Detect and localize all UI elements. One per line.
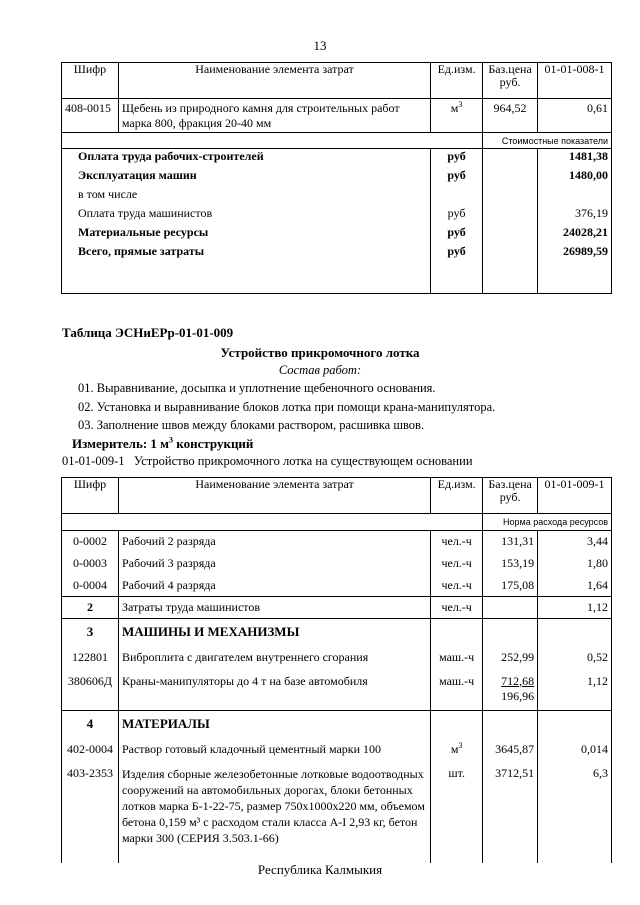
table-row [62,671,612,711]
table-row [62,225,612,244]
row-name: Щебень из природного камня для строительных работ марка 800, фракция 20-40 мм [118,99,430,133]
row-price: 964,52 [483,99,538,133]
cost-value: 1480,00 [538,168,612,187]
section-heading-row [62,619,612,645]
cost-value: 24028,21 [538,225,612,244]
row-unit: чел.-ч [431,531,483,553]
cost-name: Всего, прямые затраты [62,244,431,294]
row-price: 3712,51 [483,763,538,863]
row-unit: чел.-ч [431,597,483,619]
row-unit: $м^3$ [431,99,483,133]
section-heading: МАШИНЫ И МЕХАНИЗМЫ [118,619,430,645]
row-name: Рабочий 4 разряда [118,575,430,597]
section-heading: МАТЕРИАЛЫ [118,711,430,737]
meter-line: Измеритель: 1 $м^3$ конструкций [72,435,254,451]
row-name: Рабочий 3 разряда [118,553,430,575]
row-value: 0,61 [538,99,612,133]
resource-table [61,477,612,863]
cost-name: Эксплуатация машин [62,168,431,187]
item-line [62,454,473,469]
table-row [62,531,612,553]
cost-name: в том числе [62,187,431,206]
header-name: Наименование элемента затрат [118,478,430,514]
table-row [62,149,612,168]
cost-unit: руб [431,244,483,294]
cost-name: Оплата труда машинистов [62,206,431,225]
table-row [62,645,612,671]
row-name: Краны-манипуляторы до 4 т на базе автомобиля [118,671,430,711]
row-value: 0,52 [538,645,612,671]
row-value: 3,44 [538,531,612,553]
composition-label: Состав работ: [278,363,362,377]
row-value: 6,3 [538,763,612,863]
table-row [62,737,612,763]
row-code: 408-0015 [62,99,119,133]
norm-label: Норма расхода ресурсов [483,514,612,531]
table-row [62,206,612,225]
row-price: 153,19 [483,553,538,575]
row-price: 175,08 [483,575,538,597]
header-code: Шифр [62,478,119,514]
row-code: 0-0004 [62,575,119,597]
row-price: 131,31 [483,531,538,553]
row-code: 402-0004 [62,737,119,763]
row-name: Раствор готовый кладочный цементный марки 100 [118,737,430,763]
row-price: 712,68 196,96 [483,671,538,711]
section-code: 4 [62,711,119,737]
row-code: 403-2353 [62,763,119,863]
table-row [62,575,612,597]
section-code: 3 [62,619,119,645]
table-title: Таблица ЭСНиЕРр-01-01-009 [62,325,234,340]
row-unit: шт. [431,763,483,863]
row-code: 122801 [62,645,119,671]
row-name: Затраты труда машинистов [118,597,430,619]
row-name: Виброплита с двигателем внутреннего сгорания [118,645,430,671]
table-row [62,597,612,619]
cost-value: 376,19 [538,206,612,225]
cost-indicators-label: Стоимостные показатели [483,133,612,149]
header-price: Баз.цена руб. [483,478,538,514]
row-value: 1,80 [538,553,612,575]
row-value: 1,12 [538,597,612,619]
cost-unit: руб [431,149,483,168]
table-row [62,99,612,133]
header-item-code: 01-01-008-1 [538,63,612,99]
cost-value: 1481,38 [538,149,612,168]
footer-region: Республика Калмыкия [257,862,383,877]
row-name: Рабочий 2 разряда [118,531,430,553]
header-unit: Ед.изм. [431,478,483,514]
row-value: 1,12 [538,671,612,711]
row-unit: чел.-ч [431,575,483,597]
cost-unit: руб [431,225,483,244]
row-name: Изделия сборные железобетонные лотковые водоотводных сооружений на автомобильных дорогах, блоки бетонных лотков марка Б-1-22-75, размер 750х1000х220 мм, объемом бетона 0,159 м³ с расходом стали класса А-I 2,93 кг, бетон марки 300 (СЕРИЯ 3.503.1-66) [118,763,430,863]
row-unit: $м^3$ [431,737,483,763]
work-step: 02. Установка и выравнивание блоков лотка при помощи крана-манипулятора. [78,400,496,414]
item-code: 01-01-009-1 [62,454,125,468]
work-step: 03. Заполнение швов между блоками раствором, расшивка швов. [78,418,425,432]
work-step: 01. Выравнивание, досыпка и уплотнение щебеночного основания. [78,381,436,395]
table-row [62,244,612,294]
header-code: Шифр [62,63,119,99]
cost-name: Оплата труда рабочих-строителей [62,149,431,168]
header-price: Баз.цена руб. [483,63,538,99]
section-heading-row [62,711,612,737]
table-row [62,763,612,863]
row-code: 0-0003 [62,553,119,575]
cost-table-1 [61,62,612,294]
row-code: 2 [62,597,119,619]
row-value: 1,64 [538,575,612,597]
cost-name: Материальные ресурсы [62,225,431,244]
row-code: 0-0002 [62,531,119,553]
header-item-code: 01-01-009-1 [538,478,612,514]
cost-unit: руб [431,206,483,225]
row-unit: маш.-ч [431,645,483,671]
cost-unit: руб [431,168,483,187]
row-value: 0,014 [538,737,612,763]
row-unit: маш.-ч [431,671,483,711]
item-name: Устройство прикромочного лотка на существующем основании [133,454,473,468]
table-row [62,187,612,206]
page-number: 13 [313,38,327,53]
row-code: 380606Д [62,671,119,711]
cost-value: 26989,59 [538,244,612,294]
work-title: Устройство прикромочного лотка [220,345,420,360]
header-unit: Ед.изм. [431,63,483,99]
row-price: 252,99 [483,645,538,671]
table-row [62,553,612,575]
header-name: Наименование элемента затрат [118,63,430,99]
row-price: 3645,87 [483,737,538,763]
row-unit: чел.-ч [431,553,483,575]
table-row [62,168,612,187]
